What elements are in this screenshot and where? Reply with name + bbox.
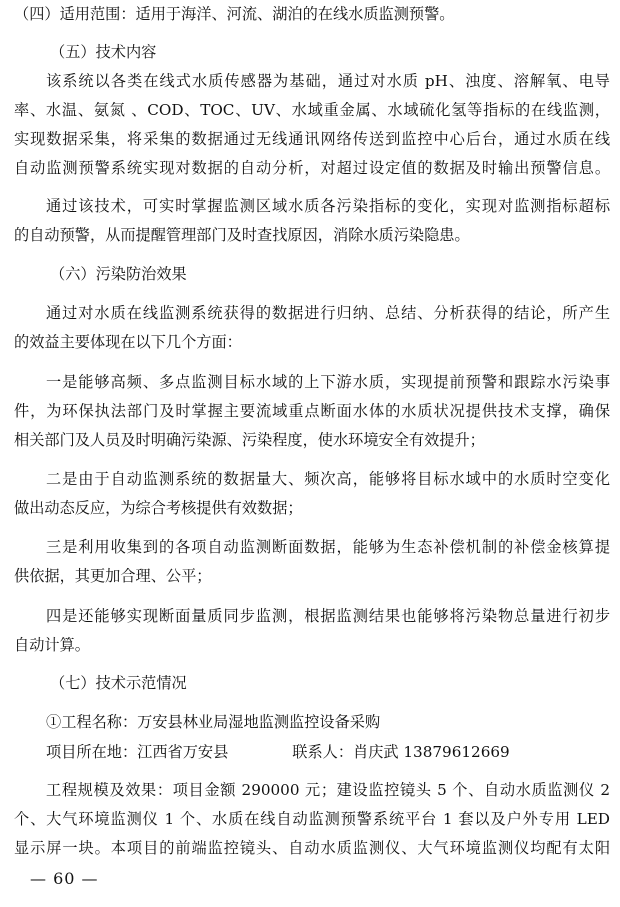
section-7-heading: （七）技术示范情况 — [50, 674, 187, 692]
paragraph-line: 的效益主要体现在以下几个方面： — [14, 333, 242, 351]
paragraph-line: 件，为环保执法部门及时掌握主要流域重点断面水体的水质状况提供技术支撑，确保 — [14, 402, 610, 420]
page-number: — 60 — — [30, 869, 99, 888]
paragraph-line: 通过该技术，可实时掌握监测区域水质各污染指标的变化，实现对监测指标超标 — [46, 197, 610, 215]
paragraph-line: 通过对水质在线监测系统获得的数据进行归纳、总结、分析获得的结论，所产生 — [46, 304, 610, 322]
paragraph-line: 二是由于自动监测系统的数据量大、频次高，能够将目标水域中的水质时空变化 — [46, 470, 610, 488]
section-4-heading: （四）适用范围：适用于海洋、河流、湖泊的在线水质监测预警。 — [14, 5, 455, 23]
paragraph-line: 个、大气环境监测仪 1 个、水质在线自动监测预警系统平台 1 套以及户外专用 LED — [14, 810, 610, 828]
project-location-contact-line — [14, 740, 610, 764]
paragraph-line: 供依据，其更加合理、公平； — [14, 567, 212, 585]
paragraph-line: 该系统以各类在线式水质传感器为基础，通过对水质 pH、浊度、溶解氧、电导 — [46, 72, 610, 90]
paragraph-line: 自动计算。 — [14, 636, 90, 654]
paragraph-line: 四是还能够实现断面量质同步监测，根据监测结果也能够将污染物总量进行初步 — [46, 607, 610, 625]
paragraph-line: 率、水温、氨氮 、COD、TOC、UV、水域重金属、水域硫化氢等指标的在线监测， — [14, 101, 610, 119]
paragraph-line: 相关部门及人员及时明确污染源、污染程度，使水环境安全有效提升； — [14, 431, 485, 449]
section-5-heading: （五）技术内容 — [50, 43, 157, 61]
section-6-heading: （六）污染防治效果 — [50, 265, 187, 283]
paragraph-line: 三是利用收集到的各项自动监测断面数据，能够为生态补偿机制的补偿金核算提 — [46, 538, 610, 556]
paragraph-line: 做出动态反应，为综合考核提供有效数据； — [14, 499, 303, 517]
paragraph-line: 自动监测预警系统实现对数据的自动分析，对超过设定值的数据及时输出预警信息。 — [14, 159, 610, 177]
project-name-line: ①工程名称：万安县林业局湿地监测监控设备采购 — [46, 713, 381, 731]
contact-person: 联系人：肖庆武 13879612669 — [292, 743, 510, 761]
paragraph-line: 实现数据采集，将采集的数据通过无线通讯网络传送到监控中心后台，通过水质在线 — [14, 130, 610, 148]
project-location: 项目所在地：江西省万安县 — [46, 743, 229, 761]
paragraph-line: 一是能够高频、多点监测目标水域的上下游水质，实现提前预警和跟踪水污染事 — [46, 373, 610, 391]
paragraph-line: 的自动预警，从而提醒管理部门及时查找原因，消除水质污染隐患。 — [14, 226, 470, 244]
paragraph-line: 工程规模及效果：项目金额 290000 元；建设监控镜头 5 个、自动水质监测仪 2 — [46, 781, 610, 799]
paragraph-line: 显示屏一块。本项目的前端监控镜头、自动水质监测仪、大气环境监测仪均配有太阳 — [14, 839, 610, 857]
